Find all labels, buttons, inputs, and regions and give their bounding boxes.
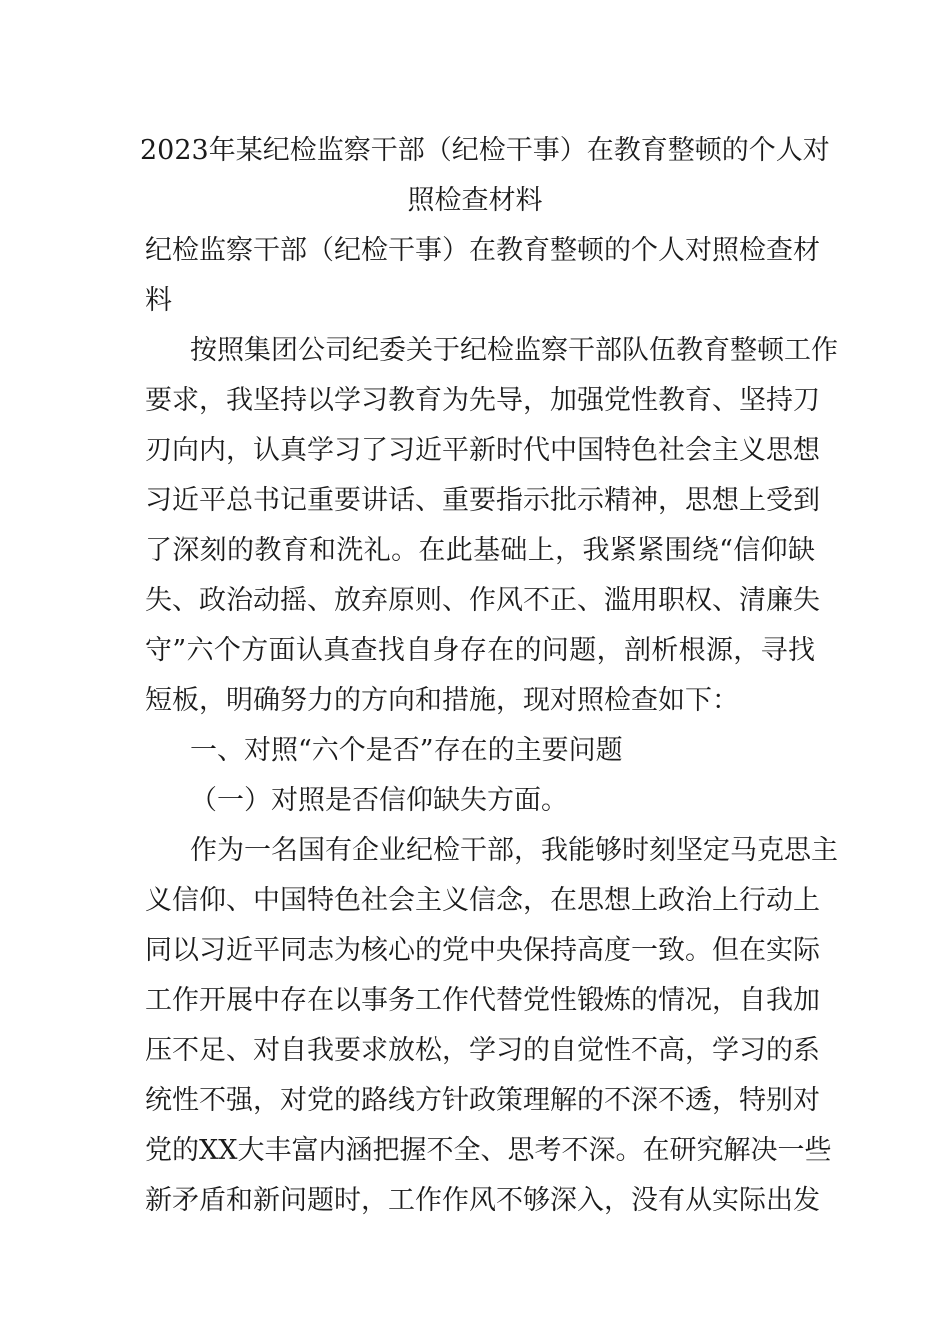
paragraph2-line-4: 工作开展中存在以事务工作代替党性锻炼的情况，自我加: [145, 985, 820, 1016]
document-title-line-2: 照检查材料: [407, 185, 543, 216]
paragraph1-line-2: 要求，我坚持以学习教育为先导，加强党性教育、坚持刀: [145, 385, 820, 416]
paragraph2-line-5: 压不足、对自我要求放松，学习的自觉性不高，学习的系: [145, 1035, 820, 1066]
paragraph2-line-7: 党的XX大丰富内涵把握不全、思考不深。在研究解决一些: [145, 1135, 832, 1166]
subtitle-line-2: 料: [145, 285, 172, 316]
paragraph1-line-1: 按照集团公司纪委关于纪检监察干部队伍教育整顿工作: [190, 335, 838, 366]
paragraph1-line-6: 失、政治动摇、放弃原则、作风不正、滥用职权、清廉失: [145, 585, 820, 616]
paragraph2-line-6: 统性不强，对党的路线方针政策理解的不深不透，特别对: [145, 1085, 820, 1116]
paragraph1-line-4: 习近平总书记重要讲话、重要指示批示精神，思想上受到: [145, 485, 820, 516]
paragraph1-line-8: 短板，明确努力的方向和措施，现对照检查如下：: [145, 685, 739, 716]
section-heading-2: （一）对照是否信仰缺失方面。: [190, 785, 568, 816]
document-title-line-1: 2023年某纪检监察干部（纪检干事）在教育整顿的个人对: [140, 135, 830, 166]
paragraph2-line-1: 作为一名国有企业纪检干部，我能够时刻坚定马克思主: [190, 835, 838, 866]
section-heading-1: 一、对照“六个是否”存在的主要问题: [190, 735, 623, 766]
paragraph1-line-3: 刃向内，认真学习了习近平新时代中国特色社会主义思想: [145, 435, 820, 466]
subtitle-line-1: 纪检监察干部（纪检干事）在教育整顿的个人对照检查材: [145, 235, 820, 266]
paragraph1-line-7: 守”六个方面认真查找自身存在的问题，剖析根源，寻找: [145, 635, 815, 666]
paragraph2-line-3: 同以习近平同志为核心的党中央保持高度一致。但在实际: [145, 935, 820, 966]
paragraph1-line-5: 了深刻的教育和洗礼。在此基础上，我紧紧围绕“信仰缺: [145, 535, 815, 566]
paragraph2-line-8: 新矛盾和新问题时，工作作风不够深入，没有从实际出发: [145, 1185, 820, 1216]
paragraph2-line-2: 义信仰、中国特色社会主义信念，在思想上政治上行动上: [145, 885, 820, 916]
